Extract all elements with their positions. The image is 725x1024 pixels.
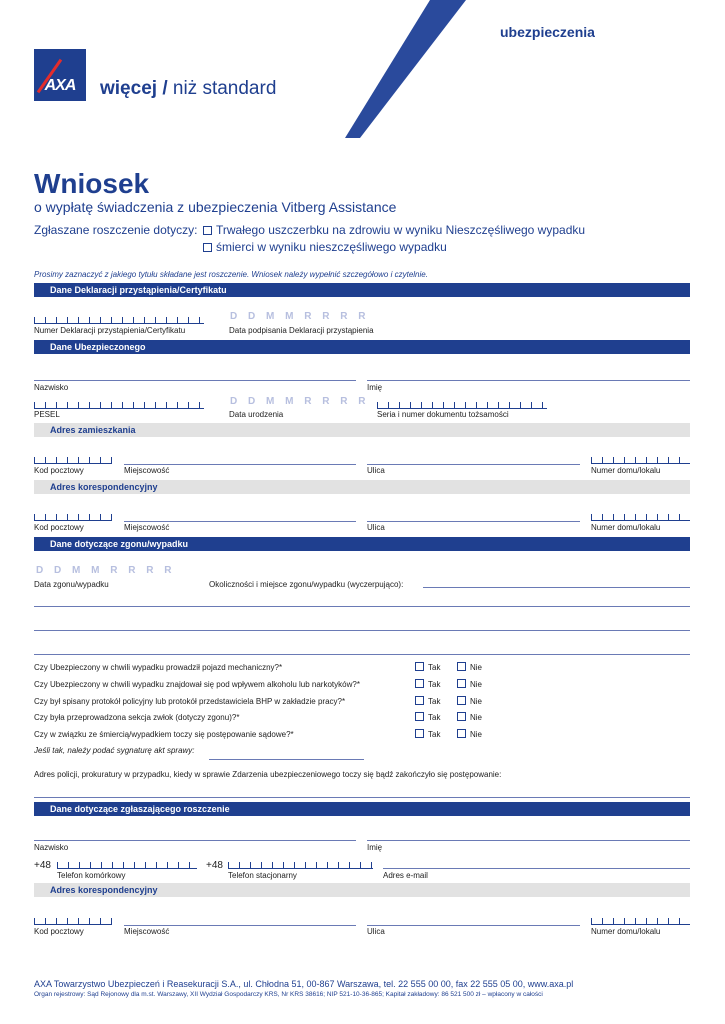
claim-label: Zgłaszane roszczenie dotyczy: <box>34 223 198 237</box>
yes-option[interactable]: Tak <box>415 679 440 689</box>
no-option[interactable]: Nie <box>457 696 482 706</box>
page-title: Wniosek <box>34 168 150 199</box>
section-header-deklaracja: Dane Deklaracji przystąpienia/Certyfikatu <box>34 283 690 297</box>
street-input[interactable] <box>367 521 580 522</box>
checkbox-icon[interactable] <box>415 712 424 721</box>
street-input[interactable] <box>367 464 580 465</box>
no-option[interactable]: Nie <box>457 712 482 722</box>
checkbox-icon[interactable] <box>415 679 424 688</box>
checkbox-icon[interactable] <box>457 679 466 688</box>
postal-code-input[interactable] <box>34 514 112 521</box>
instruction-note: Prosimy zaznaczyć z jakiego tytułu składane jest roszczenie. Wniosek należy wypełnić szczegółowo i czytelnie. <box>34 270 428 279</box>
insured-name-input[interactable] <box>367 380 690 381</box>
question-protocol: Czy był spisany protokół policyjny lub protokół przedstawiciela BHP w zakładzie pracy?* <box>34 697 346 706</box>
landline-phone-label: Telefon stacjonarny <box>228 871 297 880</box>
house-number-label: Numer domu/lokalu <box>591 523 661 532</box>
section-header-zglaszajacy: Dane dotyczące zgłaszającego roszczenie <box>34 802 690 816</box>
pesel-label: PESEL <box>34 410 60 419</box>
section-header-adres-zamieszkania: Adres zamieszkania <box>34 423 690 437</box>
signing-date-input[interactable]: D D M M R R R R <box>230 311 370 322</box>
checkbox-icon[interactable] <box>203 243 212 252</box>
yes-option[interactable]: Tak <box>415 729 440 739</box>
footer-company-info: AXA Towarzystwo Ubezpieczeń i Reasekuracji S.A., ul. Chłodna 51, 00-867 Warszawa, tel. 22 555 00 00, fax 22 555 05 00, www.axa.pl <box>34 979 574 989</box>
brand-label: ubezpieczenia <box>500 24 595 40</box>
claim-option-injury[interactable]: Trwałego uszczerbku na zdrowiu w wyniku Nieszczęśliwego wypadku <box>203 223 585 237</box>
mobile-phone-input[interactable] <box>57 862 197 869</box>
question-alcohol: Czy Ubezpieczony w chwili wypadku znajdował się pod wpływem alkoholu lub narkotyków?* <box>34 680 360 689</box>
claimant-name-label: Imię <box>367 843 383 852</box>
question-court: Czy w związku ze śmiercią/wypadkiem toczy się postępowanie sądowe?* <box>34 730 294 739</box>
claimant-surname-label: Nazwisko <box>34 843 69 852</box>
declaration-number-input[interactable] <box>34 317 204 324</box>
yes-option[interactable]: Tak <box>415 662 440 672</box>
city-label: Miejscowość <box>124 523 170 532</box>
street-input[interactable] <box>367 925 580 926</box>
no-option[interactable]: Nie <box>457 662 482 672</box>
case-signature-input[interactable] <box>209 759 364 760</box>
birth-date-input[interactable]: D D M M R R R R <box>230 396 370 407</box>
page-subtitle: o wypłatę świadczenia z ubezpieczenia Vitberg Assistance <box>34 199 397 215</box>
insured-surname-input[interactable] <box>34 380 356 381</box>
axa-logo: AXA <box>34 49 86 101</box>
no-option[interactable]: Nie <box>457 729 482 739</box>
landline-phone-input[interactable] <box>228 862 373 869</box>
checkbox-icon[interactable] <box>457 712 466 721</box>
house-number-input[interactable] <box>591 457 690 464</box>
street-label: Ulica <box>367 927 385 936</box>
id-document-input[interactable] <box>377 402 547 409</box>
section-header-adres-korespondencyjny-2: Adres korespondencyjny <box>34 883 690 897</box>
tagline: więcej / niż standard <box>100 78 277 99</box>
circumstances-label: Okoliczności i miejsce zgonu/wypadku (wyczerpująco): <box>209 580 404 589</box>
section-header-ubezpieczony: Dane Ubezpieczonego <box>34 340 690 354</box>
house-number-input[interactable] <box>591 514 690 521</box>
insured-name-label: Imię <box>367 383 383 392</box>
city-input[interactable] <box>124 464 356 465</box>
claim-option-death[interactable]: śmierci w wyniku nieszczęśliwego wypadku <box>203 240 447 254</box>
circumstances-input-line[interactable] <box>34 606 690 607</box>
checkbox-icon[interactable] <box>457 729 466 738</box>
city-label: Miejscowość <box>124 466 170 475</box>
street-label: Ulica <box>367 466 385 475</box>
checkbox-icon[interactable] <box>457 696 466 705</box>
police-address-label: Adres policji, prokuratury w przypadku, kiedy w sprawie Zdarzenia ubezpieczeniowego toczy się bądź zakończyło się postępowanie: <box>34 770 502 779</box>
checkbox-icon[interactable] <box>415 662 424 671</box>
insured-surname-label: Nazwisko <box>34 383 69 392</box>
circumstances-input-line[interactable] <box>34 654 690 655</box>
email-input[interactable] <box>383 868 690 869</box>
section-header-adres-korespondencyjny: Adres korespondencyjny <box>34 480 690 494</box>
yes-option[interactable]: Tak <box>415 712 440 722</box>
postal-code-label: Kod pocztowy <box>34 523 84 532</box>
email-label: Adres e-mail <box>383 871 428 880</box>
city-input[interactable] <box>124 521 356 522</box>
landline-prefix: +48 <box>206 860 223 871</box>
circumstances-input[interactable] <box>423 587 690 588</box>
question-vehicle: Czy Ubezpieczony w chwili wypadku prowadził pojazd mechaniczny?* <box>34 663 283 672</box>
checkbox-icon[interactable] <box>415 696 424 705</box>
death-date-input[interactable]: D D M M R R R R <box>36 565 176 576</box>
mobile-phone-label: Telefon komórkowy <box>57 871 126 880</box>
id-document-label: Seria i numer dokumentu tożsamości <box>377 410 509 419</box>
pesel-input[interactable] <box>34 402 204 409</box>
yes-option[interactable]: Tak <box>415 696 440 706</box>
signing-date-label: Data podpisania Deklaracji przystąpienia <box>229 326 374 335</box>
birth-date-label: Data urodzenia <box>229 410 284 419</box>
city-input[interactable] <box>124 925 356 926</box>
city-label: Miejscowość <box>124 927 170 936</box>
claimant-surname-input[interactable] <box>34 840 356 841</box>
postal-code-input[interactable] <box>34 918 112 925</box>
house-number-label: Numer domu/lokalu <box>591 466 661 475</box>
postal-code-label: Kod pocztowy <box>34 466 84 475</box>
declaration-number-label: Numer Deklaracji przystąpienia/Certyfikatu <box>34 326 186 335</box>
section-header-zgon: Dane dotyczące zgonu/wypadku <box>34 537 690 551</box>
question-autopsy: Czy była przeprowadzona sekcja zwłok (dotyczy zgonu)?* <box>34 713 240 722</box>
checkbox-icon[interactable] <box>457 662 466 671</box>
checkbox-icon[interactable] <box>203 226 212 235</box>
police-address-input[interactable] <box>34 797 690 798</box>
death-date-label: Data zgonu/wypadku <box>34 580 109 589</box>
claimant-name-input[interactable] <box>367 840 690 841</box>
no-option[interactable]: Nie <box>457 679 482 689</box>
mobile-prefix: +48 <box>34 860 51 871</box>
postal-code-input[interactable] <box>34 457 112 464</box>
checkbox-icon[interactable] <box>415 729 424 738</box>
circumstances-input-line[interactable] <box>34 630 690 631</box>
house-number-label: Numer domu/lokalu <box>591 927 661 936</box>
signature-note: Jeśli tak, należy podać sygnaturę akt sprawy: <box>34 746 195 755</box>
street-label: Ulica <box>367 523 385 532</box>
postal-code-label: Kod pocztowy <box>34 927 84 936</box>
footer-registry-info: Organ rejestrowy: Sąd Rejonowy dla m.st. Warszawy, XII Wydział Gospodarczy KRS, Nr KRS 38616; NIP 521-10-36-865; Kapitał zakładowy: 86 521 500 zł – wpłacony w całości <box>34 991 543 998</box>
house-number-input[interactable] <box>591 918 690 925</box>
